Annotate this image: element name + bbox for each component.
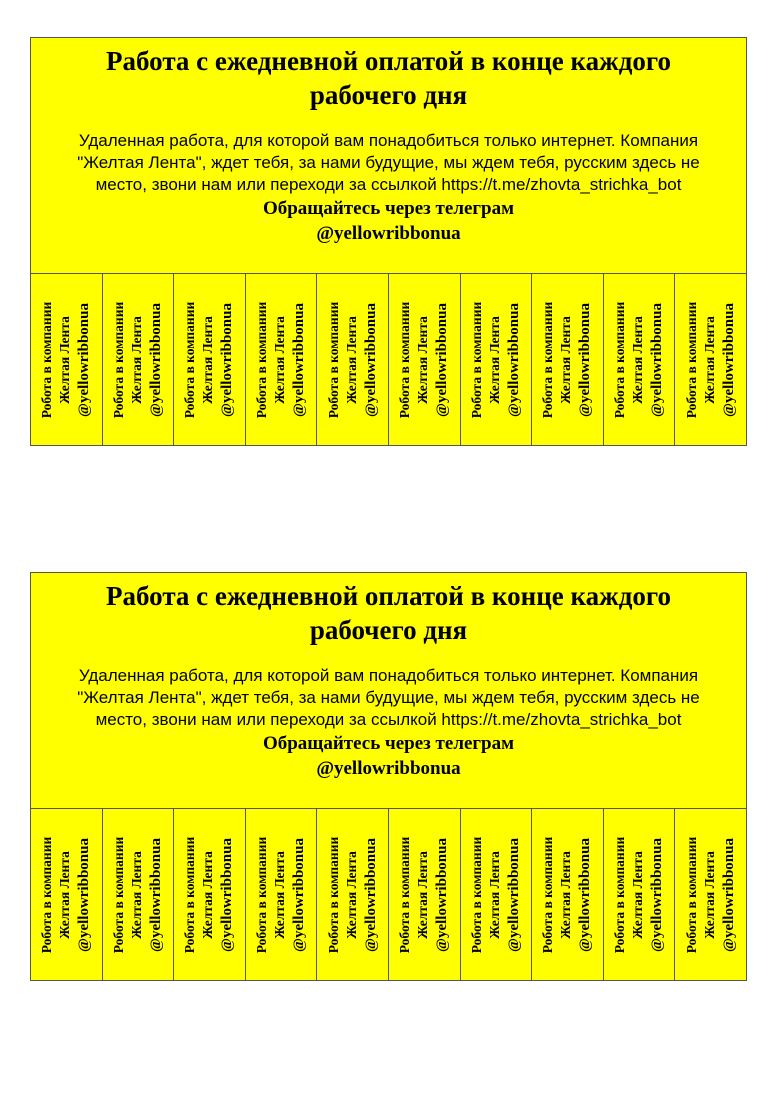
tab-text [681, 815, 741, 975]
tab-line-name: Желтая Лента [343, 850, 359, 939]
tab-line-handle: @yellowribbonua [219, 302, 236, 417]
tab-text [179, 815, 239, 975]
tab-line-name: Желтая Лента [415, 850, 431, 939]
tab-line-handle: @yellowribbonua [147, 837, 164, 952]
tear-off-tab[interactable] [103, 274, 175, 445]
tab-text [323, 815, 383, 975]
tab-text [251, 815, 311, 975]
flyer-top [30, 37, 747, 446]
tab-text [394, 280, 454, 440]
tab-text [36, 280, 96, 440]
tab-line-name: Желтая Лента [200, 850, 216, 939]
tab-line-handle: @yellowribbonua [720, 302, 737, 417]
tab-line-company: Робота в компании [683, 836, 699, 953]
tear-off-tab[interactable] [31, 274, 103, 445]
tab-line-handle: @yellowribbonua [147, 302, 164, 417]
tab-text [179, 280, 239, 440]
tab-text [609, 815, 669, 975]
tab-line-name: Желтая Лента [701, 315, 717, 404]
tab-text [36, 815, 96, 975]
tab-line-handle: @yellowribbonua [720, 837, 737, 952]
tab-line-handle: @yellowribbonua [577, 302, 594, 417]
tab-text [323, 280, 383, 440]
tab-line-company: Робота в компании [540, 836, 556, 953]
tab-line-handle: @yellowribbonua [291, 837, 308, 952]
tab-line-handle: @yellowribbonua [76, 837, 93, 952]
tab-line-name: Желтая Лента [415, 315, 431, 404]
flyer-handle: @yellowribbonua [316, 758, 461, 779]
tab-line-company: Робота в компании [468, 301, 484, 418]
tab-text [681, 280, 741, 440]
tab-line-company: Робота в компании [254, 836, 270, 953]
tear-off-tab[interactable] [246, 274, 318, 445]
tab-line-company: Робота в компании [397, 836, 413, 953]
flyer-contact-line: Обращайтесь через телеграм [262, 733, 515, 754]
tear-off-tab[interactable] [246, 809, 318, 980]
tear-off-tab[interactable] [461, 809, 533, 980]
tab-line-handle: @yellowribbonua [649, 837, 666, 952]
tab-line-company: Робота в компании [325, 301, 341, 418]
tear-off-tab[interactable] [389, 274, 461, 445]
tab-text [609, 280, 669, 440]
tab-line-name: Желтая Лента [272, 315, 288, 404]
tab-line-handle: @yellowribbonua [362, 837, 379, 952]
tear-off-tab[interactable] [604, 274, 676, 445]
tear-off-tab[interactable] [103, 809, 175, 980]
tear-off-tab[interactable] [389, 809, 461, 980]
tear-off-tab[interactable] [675, 274, 746, 445]
tear-off-tabs [31, 274, 746, 445]
tab-line-company: Робота в компании [110, 301, 126, 418]
tab-line-handle: @yellowribbonua [434, 302, 451, 417]
tear-off-tab[interactable] [317, 274, 389, 445]
tab-line-company: Робота в компании [325, 836, 341, 953]
flyer-contact-line: Обращайтесь через телеграм [262, 198, 515, 219]
tab-line-company: Робота в компании [182, 301, 198, 418]
tab-line-name: Желтая Лента [701, 850, 717, 939]
tab-line-name: Желтая Лента [200, 315, 216, 404]
tab-line-company: Робота в компании [110, 836, 126, 953]
tab-line-company: Робота в компании [182, 836, 198, 953]
tab-line-handle: @yellowribbonua [76, 302, 93, 417]
tab-line-name: Желтая Лента [128, 850, 144, 939]
tear-off-tab[interactable] [532, 274, 604, 445]
tab-line-company: Робота в компании [612, 836, 628, 953]
tab-line-company: Робота в компании [254, 301, 270, 418]
tab-text [108, 280, 168, 440]
tab-line-company: Робота в компании [39, 301, 55, 418]
tear-off-tab[interactable] [461, 274, 533, 445]
tab-text [251, 280, 311, 440]
tab-line-name: Желтая Лента [558, 315, 574, 404]
tab-line-name: Желтая Лента [486, 315, 502, 404]
tear-off-tab[interactable] [174, 274, 246, 445]
tear-off-tab[interactable] [532, 809, 604, 980]
tab-line-name: Желтая Лента [630, 315, 646, 404]
tab-line-handle: @yellowribbonua [577, 837, 594, 952]
flyer-title: Работа с ежедневной оплатой в конце каждого рабочего дня [106, 581, 671, 645]
tab-line-company: Робота в компании [540, 301, 556, 418]
tab-text [537, 815, 597, 975]
tab-line-handle: @yellowribbonua [291, 302, 308, 417]
flyer-title: Работа с ежедневной оплатой в конце каждого рабочего дня [106, 46, 671, 110]
tab-line-name: Желтая Лента [630, 850, 646, 939]
tab-line-name: Желтая Лента [558, 850, 574, 939]
tab-line-handle: @yellowribbonua [219, 837, 236, 952]
tab-text [466, 815, 526, 975]
flyer-header [31, 38, 746, 274]
flyer-description: Удаленная работа, для которой вам понадобиться только интернет. Компания "Желтая Лента", ждет тебя, за нами будущие, мы ждем тебя, русским здесь не место, звони нам или переходи за ссылкой https://t.me/zhovta_strichka_bot [77, 131, 700, 194]
tab-line-name: Желтая Лента [343, 315, 359, 404]
tab-line-company: Робота в компании [468, 836, 484, 953]
tear-off-tab[interactable] [174, 809, 246, 980]
tab-line-name: Желтая Лента [57, 850, 73, 939]
tab-text [108, 815, 168, 975]
flyer-handle: @yellowribbonua [316, 223, 461, 244]
tab-line-handle: @yellowribbonua [649, 302, 666, 417]
tab-line-company: Робота в компании [683, 301, 699, 418]
tab-line-name: Желтая Лента [57, 315, 73, 404]
flyer-bottom [30, 572, 747, 981]
tab-line-handle: @yellowribbonua [434, 837, 451, 952]
flyer-header [31, 573, 746, 809]
tab-line-name: Желтая Лента [128, 315, 144, 404]
tab-text [394, 815, 454, 975]
tab-line-handle: @yellowribbonua [505, 837, 522, 952]
tab-line-name: Желтая Лента [272, 850, 288, 939]
tab-line-name: Желтая Лента [486, 850, 502, 939]
tab-line-company: Робота в компании [397, 301, 413, 418]
tear-off-tab[interactable] [675, 809, 746, 980]
tab-line-handle: @yellowribbonua [362, 302, 379, 417]
flyer-description: Удаленная работа, для которой вам понадобиться только интернет. Компания "Желтая Лента", ждет тебя, за нами будущие, мы ждем тебя, русским здесь не место, звони нам или переходи за ссылкой https://t.me/zhovta_strichka_bot [77, 666, 700, 729]
tab-line-handle: @yellowribbonua [505, 302, 522, 417]
tear-off-tab[interactable] [604, 809, 676, 980]
tear-off-tab[interactable] [317, 809, 389, 980]
tab-line-company: Робота в компании [39, 836, 55, 953]
tab-line-company: Робота в компании [612, 301, 628, 418]
tab-text [466, 280, 526, 440]
tear-off-tabs [31, 809, 746, 980]
tab-text [537, 280, 597, 440]
tear-off-tab[interactable] [31, 809, 103, 980]
